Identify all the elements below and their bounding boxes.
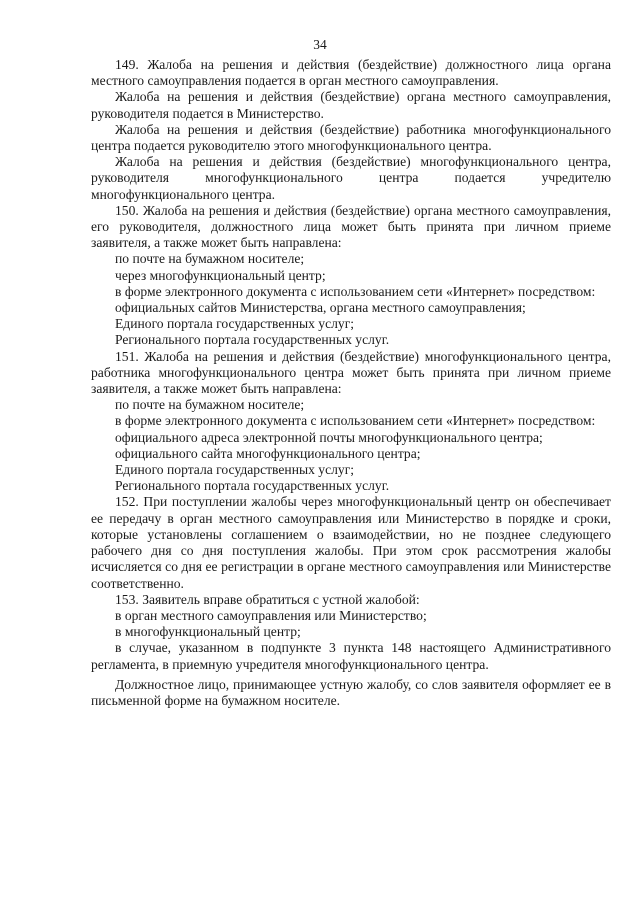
list-item: официального сайта многофункционального центра; bbox=[115, 445, 421, 461]
list-item: в орган местного самоуправления или Министерство; bbox=[115, 607, 427, 623]
list-item: в случае, указанном в подпункте 3 пункта 148 настоящего Административного регламента, в приемную учредителя многофункционального центра. bbox=[91, 640, 611, 672]
paragraph-153: 153. Заявитель вправе обратиться с устной жалобой: bbox=[115, 591, 420, 607]
paragraph-150: 150. Жалоба на решения и действия (бездействие) органа местного самоуправления, его руководителя, должностного лица может быть принята при личном приеме заявителя, а также может быть направлена: bbox=[91, 202, 611, 251]
list-item: Единого портала государственных услуг; bbox=[115, 462, 355, 478]
paragraph: Жалоба на решения и действия (бездействие) многофункционального центра, руководителя многофункционального центра подается учредителю многофункционального центра. bbox=[91, 154, 611, 202]
list-item: официального адреса электронной почты многофункционального центра; bbox=[115, 429, 543, 445]
page-number: 34 bbox=[313, 37, 327, 52]
list-item: через многофункциональный центр; bbox=[115, 267, 326, 283]
paragraph-152: 152. При поступлении жалобы через многофункциональный центр он обеспечивает ее передачу в орган местного самоуправления или Министерство в порядке и сроки, которые установлены соглашением о взаимодействии, но не позднее следующего рабочего дня со дня поступления жалобы. При этом срок рассмотрения жалобы исчисляется со дня ее регистрации в органе местного самоуправления или Министерстве соответственно. bbox=[91, 494, 611, 591]
list-item: Регионального портала государственных услуг. bbox=[115, 332, 390, 348]
paragraph-151: 151. Жалоба на решения и действия (бездействие) многофункционального центра, работника многофункционального центра может быть принята при личном приеме заявителя, а также может быть направлена: bbox=[91, 348, 611, 397]
list-item: по почте на бумажном носителе; bbox=[115, 251, 305, 267]
list-item: в форме электронного документа с использованием сети «Интернет» посредством: bbox=[115, 413, 596, 429]
list-item: Регионального портала государственных услуг. bbox=[115, 478, 390, 494]
paragraph-149: 149. Жалоба на решения и действия (бездействие) должностного лица органа местного самоуправления подается в орган местного самоуправления. bbox=[91, 57, 611, 89]
paragraph: Жалоба на решения и действия (бездействие) органа местного самоуправления, руководителя подается в Министерство. bbox=[91, 89, 611, 121]
list-item: Единого портала государственных услуг; bbox=[115, 316, 355, 332]
list-item: в многофункциональный центр; bbox=[115, 624, 301, 640]
list-item: в форме электронного документа с использованием сети «Интернет» посредством: bbox=[115, 283, 596, 299]
document-body bbox=[91, 57, 611, 709]
list-item: официальных сайтов Министерства, органа местного самоуправления; bbox=[115, 300, 526, 316]
list-item: по почте на бумажном носителе; bbox=[115, 397, 305, 413]
paragraph: Жалоба на решения и действия (бездействие) работника многофункционального центра подается руководителю этого многофункционального центра. bbox=[91, 121, 611, 154]
paragraph: Должностное лицо, принимающее устную жалобу, со слов заявителя оформляет ее в письменной форме на бумажном носителе. bbox=[91, 676, 611, 708]
